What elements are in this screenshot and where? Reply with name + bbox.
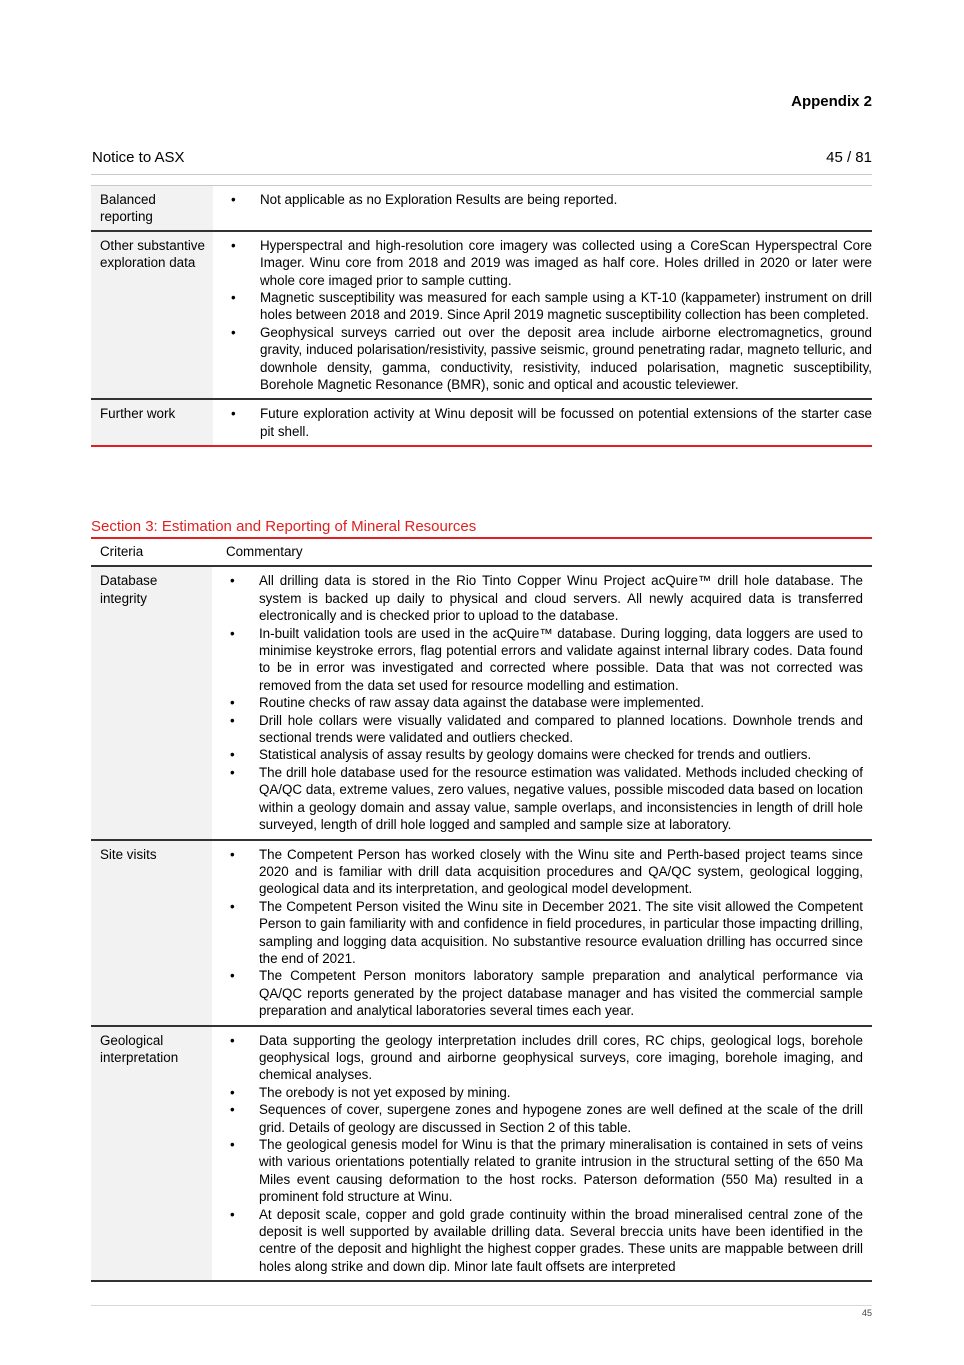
- page-header: [91, 148, 872, 175]
- column-header-commentary: Commentary: [212, 540, 872, 566]
- table-row: [91, 566, 872, 839]
- list-item: • Magnetic susceptibility was measured for each sample using a KT-10 (kappameter) instrument on drill holes between 2018 and 2019. Since April 2019 magnetic susceptibility collection has been completed.: [213, 289, 872, 324]
- list-item: • Data supporting the geology interpretation includes drill cores, RC chips, geological logs, borehole geophysical logs, ground and airborne geophysical surveys, core imaging, borehole imaging, and chemical analyses.: [212, 1032, 863, 1084]
- header-page-count: 45 / 81: [826, 149, 872, 166]
- criteria-cell: Database integrity: [91, 566, 212, 839]
- list-item: • The drill hole database used for the resource estimation was validated. Methods included checking of QA/QC data, extreme values, zero values, negative values, possible miscoded data based on location within a geology domain and assay value, sample overlaps, and inconsistencies in length of drill hole surveyed, length of drill hole logged and sampled and sample size at laboratory.: [212, 764, 863, 834]
- appendix-label: Appendix 2: [791, 93, 872, 110]
- table-row: [91, 231, 872, 400]
- page-number: 45: [861, 1308, 872, 1318]
- commentary-cell: [212, 1026, 872, 1282]
- list-item: • Routine checks of raw assay data against the database were implemented.: [212, 694, 863, 711]
- resources-table: [91, 540, 872, 1282]
- table-header-row: [91, 540, 872, 566]
- criteria-cell: Geological interpretation: [91, 1026, 212, 1282]
- list-item: • Not applicable as no Exploration Results are being reported.: [213, 191, 872, 208]
- footer-divider: [91, 1305, 872, 1306]
- list-item: • The orebody is not yet exposed by mining.: [212, 1084, 863, 1101]
- list-item: • The Competent Person visited the Winu site in December 2021. The site visit allowed the Competent Person to gain familiarity with and confidence in field procedures, in particular those impacting drilling, sampling and logging data acquisition. No substantive resource evaluation drilling has occurred since the end of 2021.: [212, 898, 863, 968]
- criteria-cell: Site visits: [91, 840, 212, 1026]
- commentary-cell: [213, 399, 872, 446]
- table-row: [91, 186, 872, 231]
- list-item: • The geological genesis model for Winu is that the primary mineralisation is contained in sets of veins with various orientations potentially related to granite intrusion in the structural setting of the 650 Ma Miles event causing deformation to the host rocks. Paterson deformation (550 Ma) resulted in a prominent fold structure at Winu.: [212, 1136, 863, 1206]
- commentary-cell: [212, 840, 872, 1026]
- commentary-cell: [213, 186, 872, 231]
- table-row: [91, 1026, 872, 1282]
- list-item: • In-built validation tools are used in the acQuire™ database. During logging, data loggers are used to minimise keystroke errors, flag potential errors and validate against internal library codes. Data found to be in error was investigated and corrected where possible. Data that was not corrected was removed from the data set used for resource modelling and estimation.: [212, 625, 863, 695]
- commentary-cell: [212, 566, 872, 839]
- list-item: • Sequences of cover, supergene zones and hypogene zones are well defined at the scale of the drill grid. Details of geology are discussed in Section 2 of this table.: [212, 1101, 863, 1136]
- column-header-criteria: Criteria: [91, 540, 212, 566]
- list-item: • At deposit scale, copper and gold grade continuity within the broad mineralised central zone of the deposit is well supported by available drilling data. Several breccia units have been identified in the centre of the deposit and highlight the highest copper grades. These units are mappable between drill holes along strike and down dip. Minor late fault offsets are interpreted: [212, 1206, 863, 1276]
- list-item: • Geophysical surveys carried out over the deposit area include airborne electromagnetics, ground gravity, induced polarisation/resistivity, passive seismic, ground penetrating radar, magneto telluric, and downhole density, gamma, conductivity, resistivity, induced polarisation, magnetic susceptibility, Borehole Magnetic Resonance (BMR), sonic and optical and acoustic televiewer.: [213, 324, 872, 394]
- criteria-cell: Balanced reporting: [91, 186, 213, 231]
- list-item: • The Competent Person monitors laboratory sample preparation and analytical performance via QA/QC reports generated by the project database manager and has visited the commercial sample preparation and analytical laboratories several times each year.: [212, 967, 863, 1019]
- table-row: [91, 399, 872, 446]
- criteria-cell: Further work: [91, 399, 213, 446]
- list-item: • Hyperspectral and high-resolution core imagery was collected using a CoreScan Hyperspectral Core Imager. Winu core from 2018 and 2019 was imaged as half core. Holes drilled in 2020 or later were whole core imaged prior to sample cutting.: [213, 237, 872, 289]
- header-left: Notice to ASX: [92, 149, 185, 166]
- list-item: • The Competent Person has worked closely with the Winu site and Perth-based project teams since 2020 and is familiar with drill data acquisition procedures and QA/QC system, geological logging, geological data and its interpretation, and geological model development.: [212, 846, 863, 898]
- list-item: • Future exploration activity at Winu deposit will be focussed on potential extensions of the starter case pit shell.: [213, 405, 872, 440]
- list-item: • All drilling data is stored in the Rio Tinto Copper Winu Project acQuire™ drill hole database. The system is backed up daily to physical and cloud servers. All newly acquired data is transferred electronically and is checked prior to upload to the database.: [212, 572, 863, 624]
- list-item: • Drill hole collars were visually validated and compared to planned locations. Downhole trends and sectional trends were validated and outliers checked.: [212, 712, 863, 747]
- exploration-table: [91, 185, 872, 447]
- table-row: [91, 840, 872, 1026]
- criteria-cell: Other substantive exploration data: [91, 231, 213, 400]
- list-item: • Statistical analysis of assay results by geology domains were checked for trends and outliers.: [212, 746, 863, 763]
- commentary-cell: [213, 231, 872, 400]
- section-title: Section 3: Estimation and Reporting of Mineral Resources: [91, 518, 872, 539]
